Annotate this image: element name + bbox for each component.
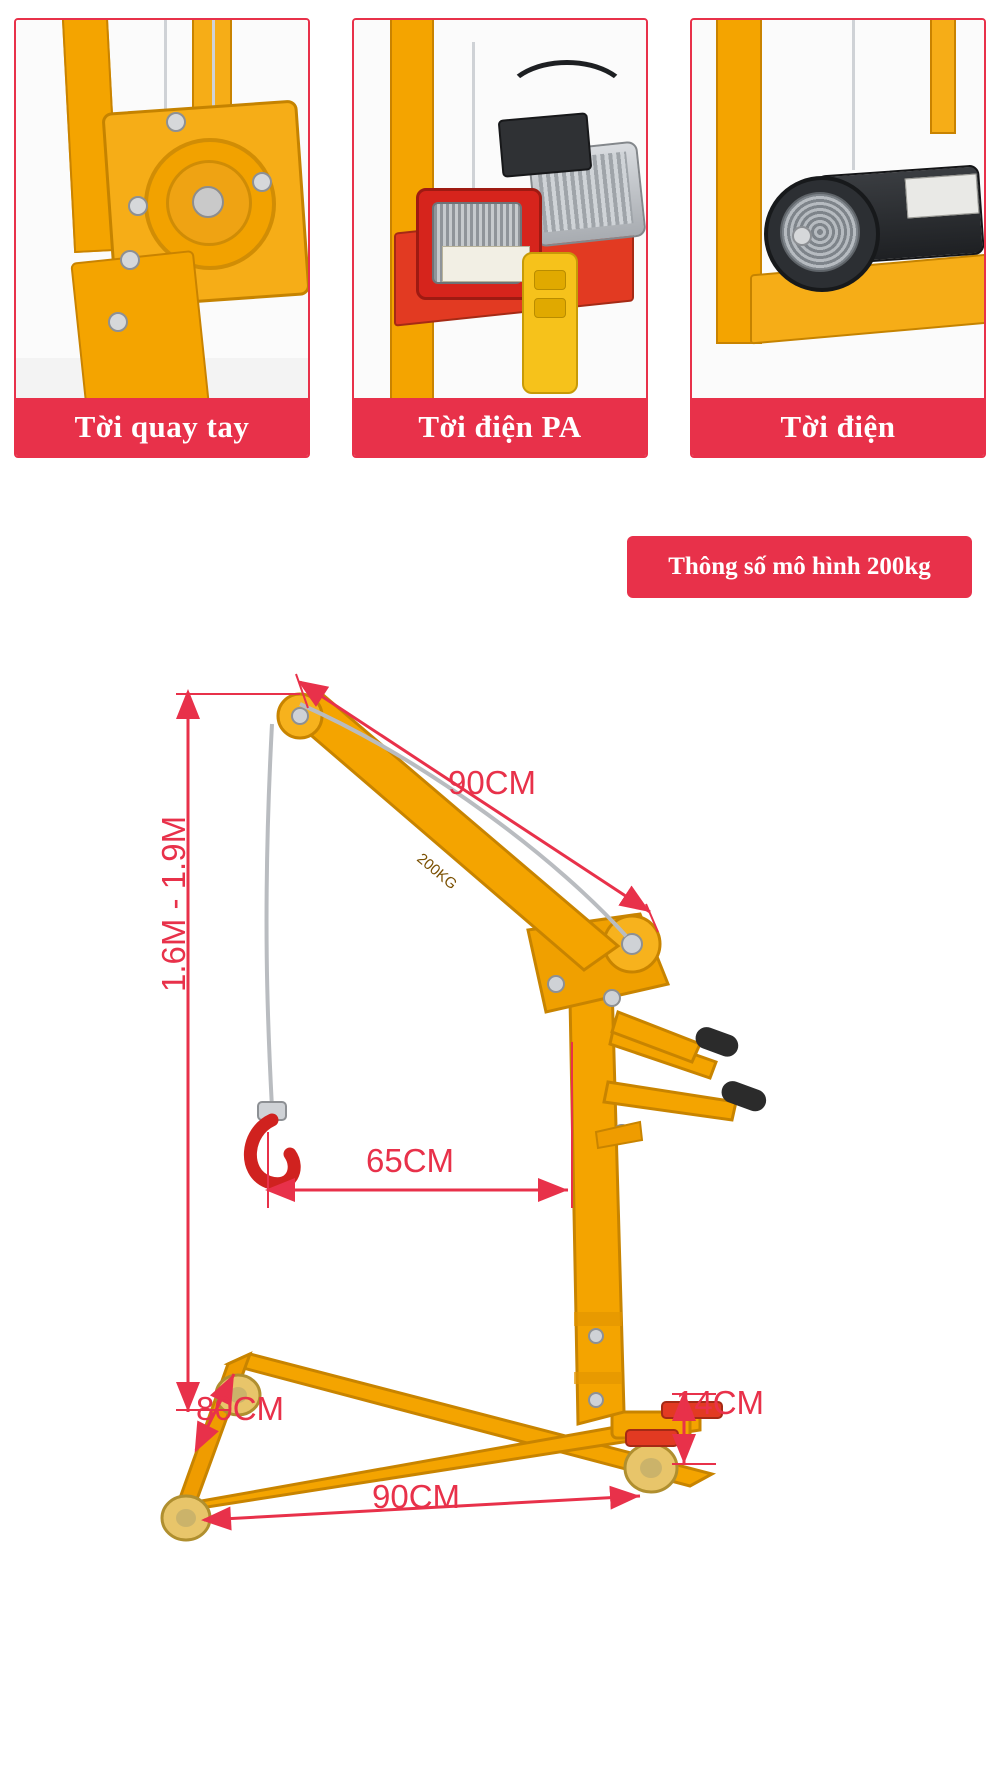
bolt-icon xyxy=(108,312,128,332)
pendant-down-button[interactable] xyxy=(534,298,566,318)
card-manual-winch[interactable] xyxy=(14,18,310,458)
manual-hand-winch-photo xyxy=(16,20,308,398)
crane-mast xyxy=(570,984,624,1424)
bolt-icon xyxy=(128,196,148,216)
hoist-cable xyxy=(267,724,272,1108)
crane-boom xyxy=(278,694,618,970)
pendant-controller[interactable] xyxy=(522,252,578,394)
motor-junction-box xyxy=(498,112,593,178)
crane-post-right xyxy=(930,20,956,134)
handle-grip xyxy=(692,1024,741,1060)
crane-handles xyxy=(596,1012,769,1148)
bolt-icon xyxy=(252,172,272,192)
product-variant-cards xyxy=(0,0,1000,470)
dimension-ground-clearance: 14CM xyxy=(676,1384,765,1421)
steel-cable xyxy=(852,20,855,170)
spec-label-sticker xyxy=(442,246,530,282)
bolt-icon xyxy=(166,112,186,132)
card-caption: Tời điện xyxy=(692,398,984,456)
boom-load-label: 200KG xyxy=(413,850,461,894)
card-caption: Tời quay tay xyxy=(16,398,308,456)
dimension-base-width: 80CM xyxy=(196,1390,285,1427)
bolt-icon xyxy=(792,226,812,246)
crane-dimension-diagram xyxy=(0,612,1000,1787)
dimension-boom-length: 90CM xyxy=(448,764,537,801)
dimension-base-length: 90CM xyxy=(372,1478,461,1515)
winch-spec-plate xyxy=(905,174,980,219)
steel-cable xyxy=(164,20,167,116)
steel-cable xyxy=(472,42,475,190)
card-electric-winch[interactable] xyxy=(690,18,986,458)
card-pa-electric-hoist[interactable] xyxy=(352,18,648,458)
dimension-reach: 65CM xyxy=(366,1142,455,1179)
pendant-up-button[interactable] xyxy=(534,270,566,290)
bolt-icon xyxy=(120,250,140,270)
card-caption: Tời điện PA xyxy=(354,398,646,456)
crane-lower-bracket xyxy=(70,250,209,398)
winch-hub xyxy=(192,186,224,218)
pa-electric-hoist-photo xyxy=(354,20,646,398)
crane-hook xyxy=(250,1102,294,1184)
steel-cable xyxy=(212,20,215,106)
dimension-height-range: 1.6M - 1.9M xyxy=(155,815,192,992)
electric-winch-photo xyxy=(692,20,984,398)
model-spec-badge: Thông số mô hình 200kg xyxy=(627,536,972,598)
